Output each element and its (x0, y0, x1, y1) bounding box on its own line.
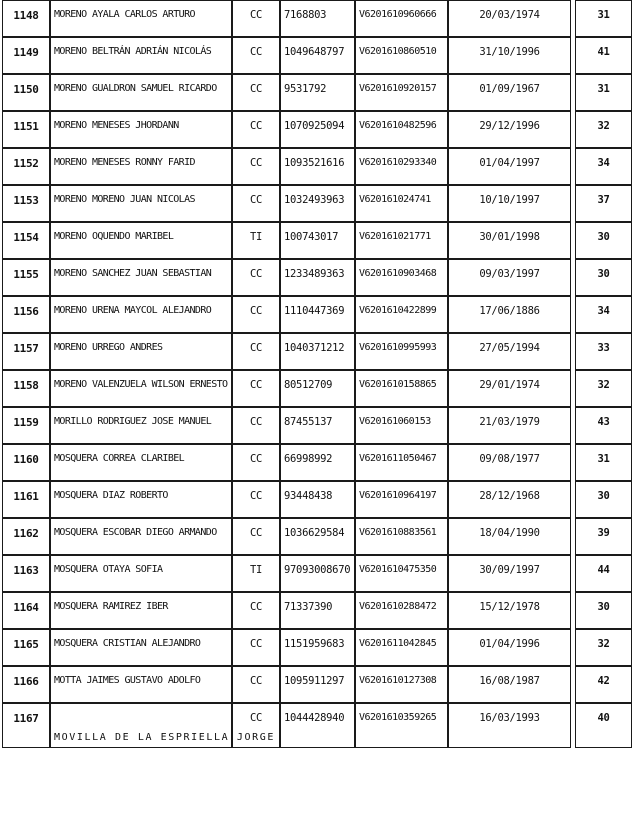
table-row (2, 148, 632, 185)
document-type-cell: CC (232, 444, 280, 481)
document-number-cell: 87455137 (280, 407, 355, 444)
document-type-cell: CC (232, 407, 280, 444)
full-name-cell: MOVILLA DE LA ESPRIELLA JORGE (50, 703, 232, 748)
row-number-cell: 1162 (2, 518, 50, 555)
age-cell: 43 (575, 407, 632, 444)
document-number-cell: 93448438 (280, 481, 355, 518)
record-code-cell: V6201610293340 (355, 148, 448, 185)
date-cell: 30/01/1998 (448, 222, 571, 259)
document-type-cell: CC (232, 666, 280, 703)
table-row (2, 0, 632, 37)
full-name-cell: MORENO URREGO ANDRES (50, 333, 232, 370)
table-row (2, 629, 632, 666)
row-number-cell: 1161 (2, 481, 50, 518)
full-name-cell: MORENO BELTRÁN ADRIÁN NICOLÁS (50, 37, 232, 74)
row-number-cell: 1167 (2, 703, 50, 748)
document-type-cell: CC (232, 333, 280, 370)
table-row (2, 407, 632, 444)
date-cell: 09/03/1997 (448, 259, 571, 296)
age-cell: 30 (575, 259, 632, 296)
document-number-cell: 71337390 (280, 592, 355, 629)
full-name-cell: MOSQUERA ESCOBAR DIEGO ARMANDO (50, 518, 232, 555)
full-name-cell: MORILLO RODRIGUEZ JOSE MANUEL (50, 407, 232, 444)
full-name-cell: MOSQUERA CORREA CLARIBEL (50, 444, 232, 481)
document-type-cell: TI (232, 222, 280, 259)
age-cell: 32 (575, 111, 632, 148)
full-name-cell: MORENO OQUENDO MARIBEL (50, 222, 232, 259)
table-row (2, 444, 632, 481)
age-cell: 34 (575, 296, 632, 333)
document-number-cell: 1049648797 (280, 37, 355, 74)
document-number-cell: 1044428940 (280, 703, 355, 748)
date-cell: 30/09/1997 (448, 555, 571, 592)
record-code-cell: V6201611050467 (355, 444, 448, 481)
age-cell: 42 (575, 666, 632, 703)
age-cell: 34 (575, 148, 632, 185)
table-row (2, 481, 632, 518)
row-number-cell: 1158 (2, 370, 50, 407)
document-number-cell: 1036629584 (280, 518, 355, 555)
document-type-cell: CC (232, 185, 280, 222)
full-name-cell: MORENO MORENO JUAN NICOLAS (50, 185, 232, 222)
age-cell: 41 (575, 37, 632, 74)
document-type-cell: CC (232, 592, 280, 629)
row-number-cell: 1165 (2, 629, 50, 666)
document-number-cell: 1093521616 (280, 148, 355, 185)
document-type-cell: CC (232, 370, 280, 407)
full-name-cell: MORENO SANCHEZ JUAN SEBASTIAN (50, 259, 232, 296)
table-row (2, 666, 632, 703)
document-type-cell: CC (232, 111, 280, 148)
row-number-cell: 1152 (2, 148, 50, 185)
full-name-cell: MOSQUERA RAMIREZ IBER (50, 592, 232, 629)
age-cell: 39 (575, 518, 632, 555)
table-row (2, 333, 632, 370)
row-number-cell: 1151 (2, 111, 50, 148)
document-number-cell: 1233489363 (280, 259, 355, 296)
full-name-cell: MOSQUERA OTAYA SOFIA (50, 555, 232, 592)
row-number-cell: 1164 (2, 592, 50, 629)
table-row (2, 592, 632, 629)
table-row (2, 703, 632, 748)
row-number-cell: 1159 (2, 407, 50, 444)
date-cell: 29/12/1996 (448, 111, 571, 148)
registry-rows (2, 0, 632, 748)
table-row (2, 74, 632, 111)
document-type-cell: CC (232, 703, 280, 748)
record-code-cell: V6201610920157 (355, 74, 448, 111)
row-number-cell: 1150 (2, 74, 50, 111)
full-name-cell: MORENO MENESES RONNY FARID (50, 148, 232, 185)
date-cell: 18/04/1990 (448, 518, 571, 555)
row-number-cell: 1148 (2, 0, 50, 37)
record-code-cell: V620161060153 (355, 407, 448, 444)
record-code-cell: V6201610995993 (355, 333, 448, 370)
document-number-cell: 1110447369 (280, 296, 355, 333)
table-row (2, 555, 632, 592)
record-code-cell: V6201610288472 (355, 592, 448, 629)
document-type-cell: CC (232, 481, 280, 518)
record-code-cell: V6201610359265 (355, 703, 448, 748)
age-cell: 40 (575, 703, 632, 748)
document-number-cell: 1095911297 (280, 666, 355, 703)
date-cell: 15/12/1978 (448, 592, 571, 629)
age-cell: 44 (575, 555, 632, 592)
date-cell: 17/06/1886 (448, 296, 571, 333)
age-cell: 31 (575, 444, 632, 481)
table-row (2, 259, 632, 296)
table-row (2, 185, 632, 222)
table-row (2, 37, 632, 74)
full-name-cell: MORENO VALENZUELA WILSON ERNESTO (50, 370, 232, 407)
row-number-cell: 1166 (2, 666, 50, 703)
document-type-cell: CC (232, 629, 280, 666)
document-number-cell: 9531792 (280, 74, 355, 111)
document-type-cell: CC (232, 259, 280, 296)
age-cell: 31 (575, 0, 632, 37)
record-code-cell: V6201610475350 (355, 555, 448, 592)
table-row (2, 518, 632, 555)
date-cell: 27/05/1994 (448, 333, 571, 370)
document-type-cell: CC (232, 74, 280, 111)
date-cell: 31/10/1996 (448, 37, 571, 74)
document-number-cell: 1040371212 (280, 333, 355, 370)
document-number-cell: 1032493963 (280, 185, 355, 222)
table-row (2, 296, 632, 333)
record-code-cell: V620161024741 (355, 185, 448, 222)
record-code-cell: V6201611042845 (355, 629, 448, 666)
date-cell: 16/08/1987 (448, 666, 571, 703)
age-cell: 32 (575, 370, 632, 407)
record-code-cell: V620161021771 (355, 222, 448, 259)
row-number-cell: 1149 (2, 37, 50, 74)
date-cell: 16/03/1993 (448, 703, 571, 748)
row-number-cell: 1154 (2, 222, 50, 259)
row-number-cell: 1163 (2, 555, 50, 592)
full-name-cell: MOTTA JAIMES GUSTAVO ADOLFO (50, 666, 232, 703)
row-number-cell: 1160 (2, 444, 50, 481)
record-code-cell: V6201610158865 (355, 370, 448, 407)
full-name-cell: MORENO MENESES JHORDANN (50, 111, 232, 148)
document-number-cell: 1070925094 (280, 111, 355, 148)
date-cell: 20/03/1974 (448, 0, 571, 37)
full-name-cell: MORENO URENA MAYCOL ALEJANDRO (50, 296, 232, 333)
date-cell: 28/12/1968 (448, 481, 571, 518)
document-number-cell: 100743017 (280, 222, 355, 259)
document-type-cell: CC (232, 296, 280, 333)
date-cell: 01/04/1996 (448, 629, 571, 666)
table-row (2, 370, 632, 407)
document-type-cell: CC (232, 37, 280, 74)
document-number-cell: 7168803 (280, 0, 355, 37)
record-code-cell: V6201610422899 (355, 296, 448, 333)
document-type-cell: CC (232, 0, 280, 37)
date-cell: 09/08/1977 (448, 444, 571, 481)
record-code-cell: V6201610127308 (355, 666, 448, 703)
full-name-cell: MOSQUERA CRISTIAN ALEJANDRO (50, 629, 232, 666)
full-name-cell: MORENO GUALDRON SAMUEL RICARDO (50, 74, 232, 111)
full-name-cell: MORENO AYALA CARLOS ARTURO (50, 0, 232, 37)
record-code-cell: V6201610883561 (355, 518, 448, 555)
record-code-cell: V6201610960666 (355, 0, 448, 37)
document-number-cell: 80512709 (280, 370, 355, 407)
date-cell: 01/09/1967 (448, 74, 571, 111)
row-number-cell: 1155 (2, 259, 50, 296)
age-cell: 33 (575, 333, 632, 370)
record-code-cell: V6201610482596 (355, 111, 448, 148)
date-cell: 01/04/1997 (448, 148, 571, 185)
date-cell: 29/01/1974 (448, 370, 571, 407)
date-cell: 21/03/1979 (448, 407, 571, 444)
date-cell: 10/10/1997 (448, 185, 571, 222)
document-number-cell: 66998992 (280, 444, 355, 481)
age-cell: 30 (575, 222, 632, 259)
age-cell: 37 (575, 185, 632, 222)
full-name-cell: MOSQUERA DIAZ ROBERTO (50, 481, 232, 518)
table-row (2, 111, 632, 148)
document-type-cell: TI (232, 555, 280, 592)
document-type-cell: CC (232, 148, 280, 185)
record-code-cell: V6201610860510 (355, 37, 448, 74)
document-type-cell: CC (232, 518, 280, 555)
row-number-cell: 1156 (2, 296, 50, 333)
row-number-cell: 1157 (2, 333, 50, 370)
registry-table (2, 0, 632, 748)
registry-sheet (2, 0, 632, 813)
age-cell: 32 (575, 629, 632, 666)
row-number-cell: 1153 (2, 185, 50, 222)
table-row (2, 222, 632, 259)
record-code-cell: V6201610903468 (355, 259, 448, 296)
age-cell: 30 (575, 481, 632, 518)
age-cell: 30 (575, 592, 632, 629)
document-number-cell: 97093008670 (280, 555, 355, 592)
age-cell: 31 (575, 74, 632, 111)
document-number-cell: 1151959683 (280, 629, 355, 666)
record-code-cell: V6201610964197 (355, 481, 448, 518)
